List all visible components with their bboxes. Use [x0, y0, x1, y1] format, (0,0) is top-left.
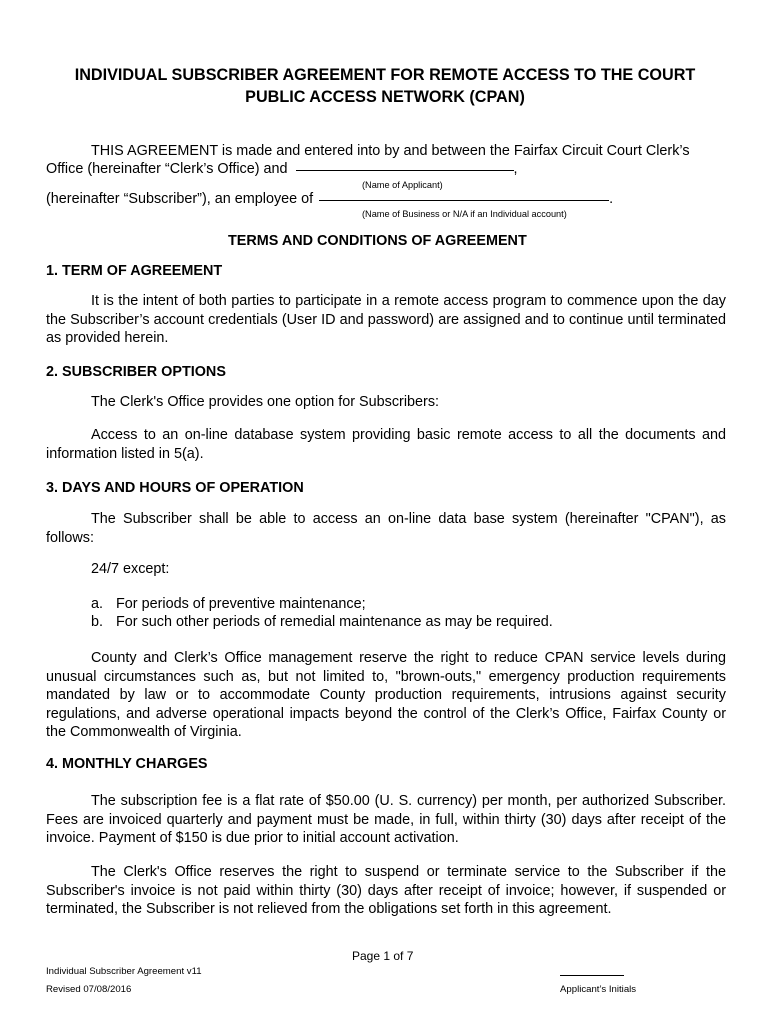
intro-line-3-text: (hereinafter “Subscriber”), an employee of	[46, 191, 314, 207]
business-name-blank[interactable]	[319, 199, 609, 201]
section-4-paragraph-1: The subscription fee is a flat rate of $50.00 (U. S. currency) per month, per authorized Subscriber. Fees are invoiced quarterly and payment must be made, in full, within thirty (30) days after receipt of the invoice. Payment of $150 is due prior to initial account activation.	[46, 793, 726, 846]
intro-line-2	[46, 161, 518, 177]
list-item-a-text: For periods of preventive maintenance;	[116, 596, 366, 612]
page-number: Page 1 of 7	[352, 949, 414, 963]
title-line-2: PUBLIC ACCESS NETWORK (CPAN)	[245, 88, 525, 106]
list-marker-b: b.	[91, 614, 104, 630]
terms-heading: TERMS AND CONDITIONS OF AGREEMENT	[228, 233, 527, 249]
applicant-name-hint: (Name of Applicant)	[362, 180, 443, 190]
list-item-b	[91, 614, 553, 630]
intro-line-1: THIS AGREEMENT is made and entered into by and between the Fairfax Circuit Court Clerk’s	[91, 143, 690, 159]
section-2-heading: 2. SUBSCRIBER OPTIONS	[46, 364, 226, 380]
intro-line-2-comma: ,	[513, 161, 518, 177]
footer-revised: Revised 07/08/2016	[46, 984, 132, 995]
business-name-hint: (Name of Business or N/A if an Individual account)	[362, 209, 567, 219]
section-4-paragraph-2: The Clerk's Office reserves the right to suspend or terminate service to the Subscriber if the Subscriber's invoice is not paid within thirty (30) days after receipt of invoice; however, if suspended or terminated, the Subscriber is not relieved from the obligations set forth in this agreement.	[46, 864, 726, 917]
intro-line-3-period: .	[609, 191, 614, 207]
intro-line-3	[46, 191, 613, 207]
initials-blank[interactable]	[560, 975, 624, 976]
document-title	[30, 64, 740, 108]
section-4-heading: 4. MONTHLY CHARGES	[46, 756, 208, 772]
section-2-paragraph-2: Access to an on-line database system providing basic remote access to all the documents and information listed in 5(a).	[46, 427, 726, 462]
list-item-b-text: For such other periods of remedial maintenance as may be required.	[116, 614, 553, 630]
footer-version: Individual Subscriber Agreement v11	[46, 966, 202, 977]
list-marker-a: a.	[91, 596, 104, 612]
section-1-heading: 1. TERM OF AGREEMENT	[46, 263, 223, 279]
title-line-1: INDIVIDUAL SUBSCRIBER AGREEMENT FOR REMOTE ACCESS TO THE COURT	[74, 66, 696, 84]
section-1-paragraph: It is the intent of both parties to participate in a remote access program to commence upon the day the Subscriber’s account credentials (User ID and password) are assigned and to continue until terminated as provided herein.	[46, 293, 726, 346]
section-2-paragraph-1: The Clerk's Office provides one option for Subscribers:	[91, 394, 440, 410]
applicant-name-blank[interactable]	[296, 169, 514, 171]
list-item-a	[91, 596, 366, 612]
section-3-heading: 3. DAYS AND HOURS OF OPERATION	[46, 480, 304, 496]
section-3-paragraph-2: 24/7 except:	[91, 561, 170, 577]
section-3-paragraph-1: The Subscriber shall be able to access an on-line data base system (hereinafter "CPAN"), as follows:	[46, 511, 726, 546]
section-3-paragraph-3: County and Clerk’s Office management reserve the right to reduce CPAN service levels during unusual circumstances such as, but not limited to, "brown-outs," emergency production requirements mandated by law or to accommodate County production requirements, intrusions against security regulations, and adverse operational impacts beyond the control of the Clerk’s Office, Fairfax County or the Commonwealth of Virginia.	[46, 650, 726, 740]
intro-line-2-text: Office (hereinafter “Clerk’s Office) and	[46, 161, 288, 177]
applicant-initials-label: Applicant’s Initials	[560, 984, 637, 995]
